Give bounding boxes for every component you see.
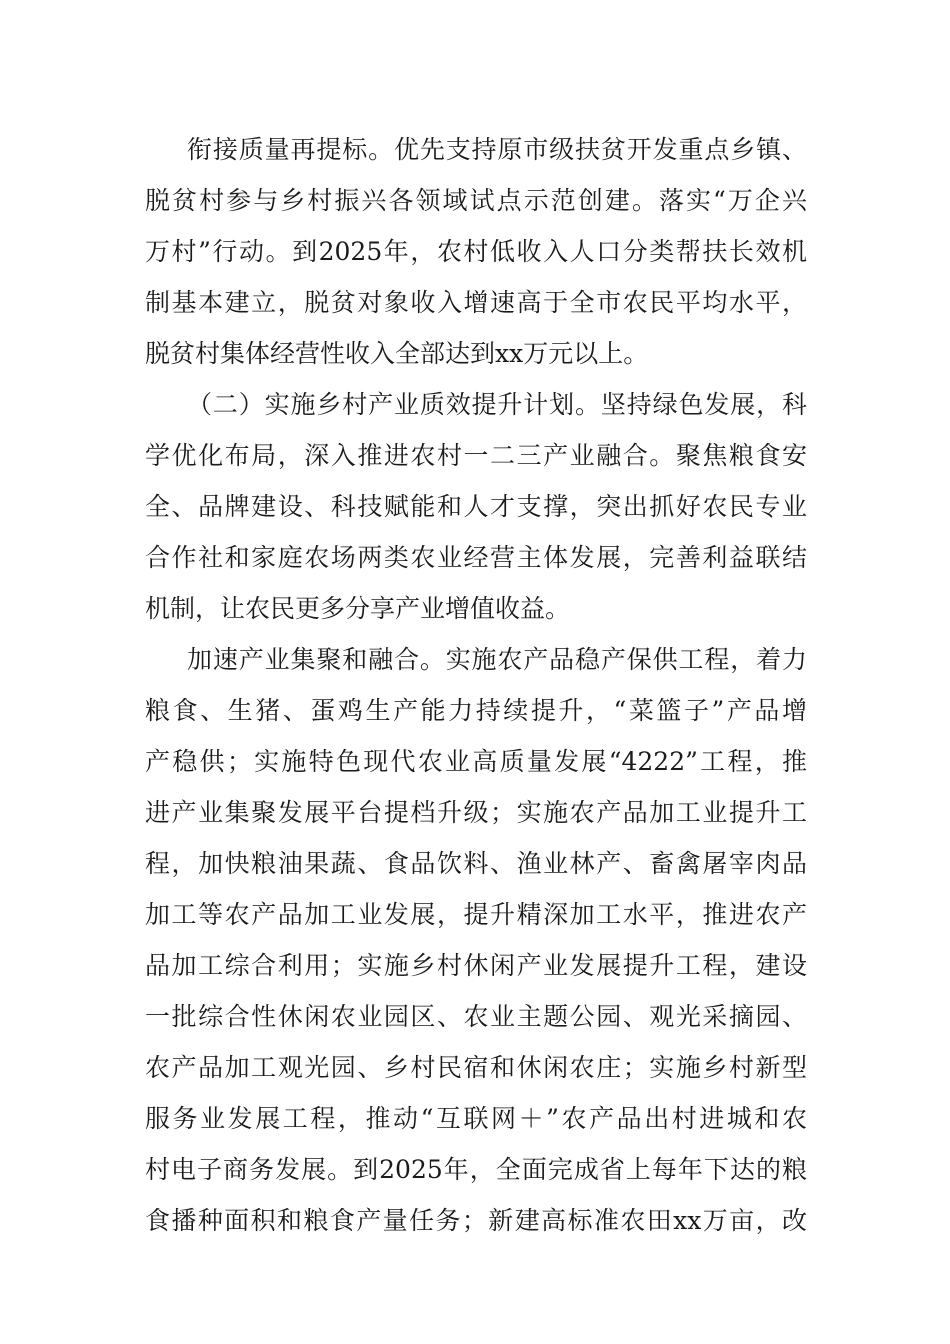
section-heading-line: （二）实施乡村产业质效提升计划。坚持绿色发展，科 [187, 390, 807, 419]
text-line: 程，加快粮油果蔬、食品饮料、渔业林产、畜禽屠宰肉品 [145, 849, 807, 878]
text-line: 脱贫村集体经营性收入全部达到xx万元以上。 [145, 339, 649, 368]
paragraph-3 [145, 634, 807, 1246]
paragraph-1 [145, 124, 807, 379]
text-line: 农产品加工观光园、乡村民宿和休闲农庄；实施乡村新型 [145, 1053, 807, 1082]
paragraph-2 [145, 379, 807, 634]
text-line: 加工等农产品加工业发展，提升精深加工水平，推进农产 [145, 900, 807, 929]
text-line: 进产业集聚发展平台提档升级；实施农产品加工业提升工 [145, 798, 807, 827]
text-line: 合作社和家庭农场两类农业经营主体发展，完善利益联结 [145, 543, 807, 572]
document-body [145, 124, 807, 1246]
text-line: 脱贫村参与乡村振兴各领域试点示范创建。落实“万企兴 [145, 186, 807, 215]
text-line: 万村”行动。到2025年，农村低收入人口分类帮扶长效机 [145, 237, 807, 266]
text-line: 衔接质量再提标。优先支持原市级扶贫开发重点乡镇、 [187, 135, 807, 164]
text-line: 产稳供；实施特色现代农业高质量发展“4222”工程，推 [145, 747, 807, 776]
text-line: 品加工综合利用；实施乡村休闲产业发展提升工程，建设 [145, 951, 807, 980]
text-line: 机制，让农民更多分享产业增值收益。 [145, 594, 571, 623]
text-line: 一批综合性休闲农业园区、农业主题公园、观光采摘园、 [145, 1002, 807, 1031]
text-line: 村电子商务发展。到2025年，全面完成省上每年下达的粮 [145, 1155, 807, 1184]
text-line: 粮食、生猪、蛋鸡生产能力持续提升，“菜篮子”产品增 [145, 696, 807, 725]
text-line: 全、品牌建设、科技赋能和人才支撑，突出抓好农民专业 [145, 492, 807, 521]
text-line: 服务业发展工程，推动“互联网＋”农产品出村进城和农 [145, 1104, 807, 1133]
text-line: 食播种面积和粮食产量任务；新建高标准农田xx万亩，改 [145, 1206, 807, 1235]
text-line: 学优化布局，深入推进农村一二三产业融合。聚焦粮食安 [145, 441, 807, 470]
text-line: 加速产业集聚和融合。实施农产品稳产保供工程，着力 [187, 645, 807, 674]
text-line: 制基本建立，脱贫对象收入增速高于全市农民平均水平， [145, 288, 807, 317]
